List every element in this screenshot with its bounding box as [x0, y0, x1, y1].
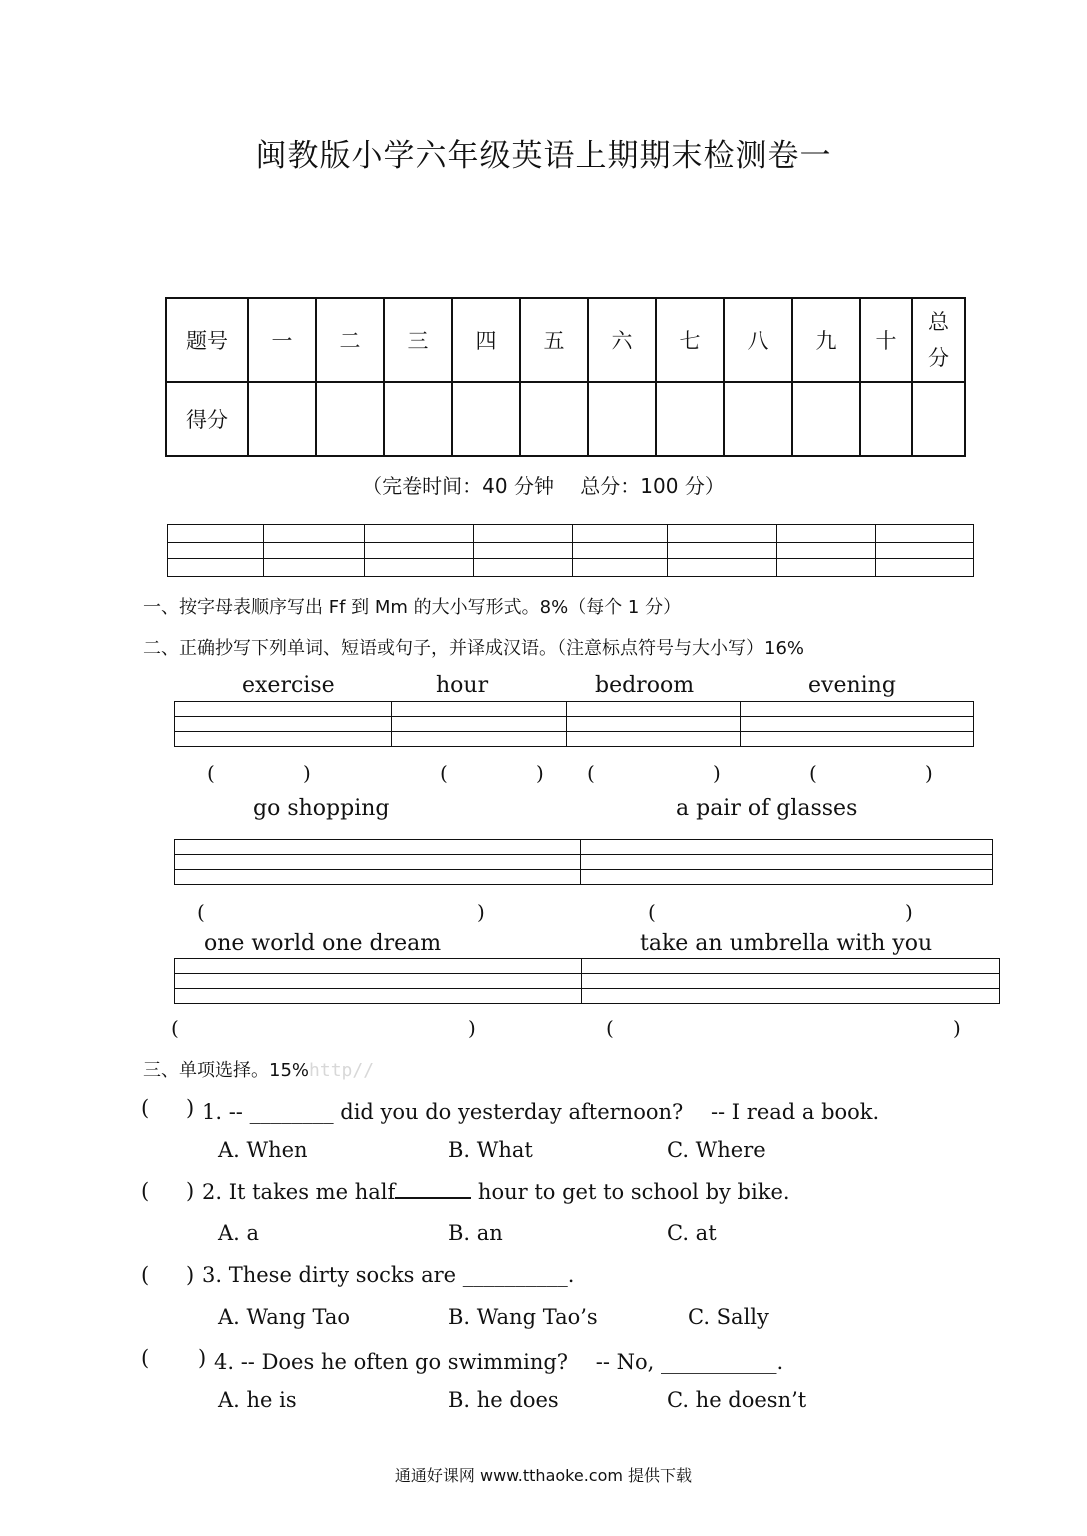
- total-line1: 总: [928, 310, 949, 334]
- paren-open: (: [648, 900, 656, 924]
- answer-paren-open: (: [141, 1263, 150, 1287]
- option-b[interactable]: B. he does: [448, 1388, 559, 1412]
- exam-info: （完卷时间：40 分钟 总分：100 分）: [362, 474, 725, 498]
- page-footer: 通通好课网 www.tthaoke.com 提供下载: [394, 1466, 693, 1485]
- score-row-label: 题号: [166, 298, 248, 382]
- score-col: 一: [248, 298, 316, 382]
- score-col: 六: [588, 298, 656, 382]
- score-cell[interactable]: [792, 382, 860, 456]
- letter-writing-lines[interactable]: [167, 524, 974, 577]
- score-table: [165, 297, 966, 457]
- option-a[interactable]: A. When: [218, 1138, 308, 1162]
- phrase-writing-lines[interactable]: [174, 839, 993, 885]
- section2-heading: 二、正确抄写下列单词、短语或句子，并译成汉语。（注意标点符号与大小写）16%: [143, 638, 805, 659]
- score-col: 五: [520, 298, 588, 382]
- option-b[interactable]: B. Wang Tao’s: [448, 1305, 598, 1329]
- score-col: 八: [724, 298, 792, 382]
- sentence-writing-lines[interactable]: [174, 958, 1000, 1004]
- score-cell[interactable]: [588, 382, 656, 456]
- total-line2: 分: [928, 346, 949, 370]
- option-c[interactable]: C. at: [667, 1221, 717, 1245]
- option-a[interactable]: A. he is: [218, 1388, 297, 1412]
- page-title: 闽教版小学六年级英语上期期末检测卷一: [255, 138, 832, 174]
- paren-close: ): [713, 761, 721, 785]
- score-cell[interactable]: [656, 382, 724, 456]
- answer-paren-close: ): [186, 1179, 195, 1203]
- watermark-text: http//: [309, 1060, 375, 1081]
- question-1-text: 1. -- ________ did you do yesterday afternoon? -- I read a book.: [202, 1100, 880, 1124]
- copy-word: bedroom: [595, 673, 695, 698]
- option-c[interactable]: C. Sally: [688, 1305, 769, 1329]
- score-col: 二: [316, 298, 384, 382]
- option-c[interactable]: C. he doesn’t: [667, 1388, 807, 1412]
- paren-open: (: [207, 761, 215, 785]
- answer-paren-close: ): [186, 1096, 195, 1120]
- paren-open: (: [809, 761, 817, 785]
- score-col: 十: [860, 298, 912, 382]
- answer-paren-close: ): [198, 1346, 207, 1370]
- section3-heading: 三、单项选择。15%http//: [143, 1060, 375, 1081]
- option-a[interactable]: A. Wang Tao: [218, 1305, 350, 1329]
- paren-close: ): [925, 761, 933, 785]
- copy-sentence: one world one dream: [204, 931, 442, 956]
- question-3-text: 3. These dirty socks are __________.: [202, 1263, 575, 1287]
- option-a[interactable]: A. a: [218, 1221, 260, 1245]
- paren-close: ): [468, 1016, 476, 1040]
- copy-word: exercise: [242, 673, 335, 698]
- paren-open: (: [606, 1016, 614, 1040]
- score-cell[interactable]: [912, 382, 965, 456]
- question-2-text: 2. It takes me half hour to get to school by bike.: [202, 1180, 790, 1204]
- score-col: 三: [384, 298, 452, 382]
- answer-paren-close: ): [186, 1263, 195, 1287]
- question-4-text: 4. -- Does he often go swimming? -- No, ___________.: [214, 1350, 784, 1374]
- score-cell[interactable]: [248, 382, 316, 456]
- paren-close: ): [953, 1016, 961, 1040]
- score-cell[interactable]: [520, 382, 588, 456]
- score-cell[interactable]: [724, 382, 792, 456]
- copy-word: hour: [436, 673, 489, 698]
- word-writing-lines[interactable]: [174, 701, 974, 747]
- score-cell[interactable]: [316, 382, 384, 456]
- answer-paren-open: (: [141, 1179, 150, 1203]
- paren-close: ): [477, 900, 485, 924]
- score-col: 四: [452, 298, 520, 382]
- paren-open: (: [197, 900, 205, 924]
- score-col: 九: [792, 298, 860, 382]
- score-col: 七: [656, 298, 724, 382]
- copy-phrase: a pair of glasses: [676, 796, 858, 821]
- score-cell[interactable]: [384, 382, 452, 456]
- paren-close: ): [536, 761, 544, 785]
- fill-blank[interactable]: [395, 1179, 471, 1199]
- paren-close: ): [905, 900, 913, 924]
- copy-sentence: take an umbrella with you: [640, 931, 933, 956]
- answer-paren-open: (: [141, 1346, 150, 1370]
- option-b[interactable]: B. What: [448, 1138, 533, 1162]
- paren-open: (: [171, 1016, 179, 1040]
- section1-heading: 一、按字母表顺序写出 Ff 到 Mm 的大小写形式。8%（每个 1 分）: [143, 597, 682, 618]
- copy-word: evening: [808, 673, 896, 698]
- answer-paren-open: (: [141, 1096, 150, 1120]
- score-total-head: [912, 298, 965, 382]
- option-b[interactable]: B. an: [448, 1221, 503, 1245]
- copy-phrase: go shopping: [253, 796, 390, 821]
- score-cell[interactable]: [452, 382, 520, 456]
- paren-open: (: [587, 761, 595, 785]
- paren-close: ): [303, 761, 311, 785]
- score-row-label: 得分: [166, 382, 248, 456]
- paren-open: (: [440, 761, 448, 785]
- score-cell[interactable]: [860, 382, 912, 456]
- option-c[interactable]: C. Where: [667, 1138, 766, 1162]
